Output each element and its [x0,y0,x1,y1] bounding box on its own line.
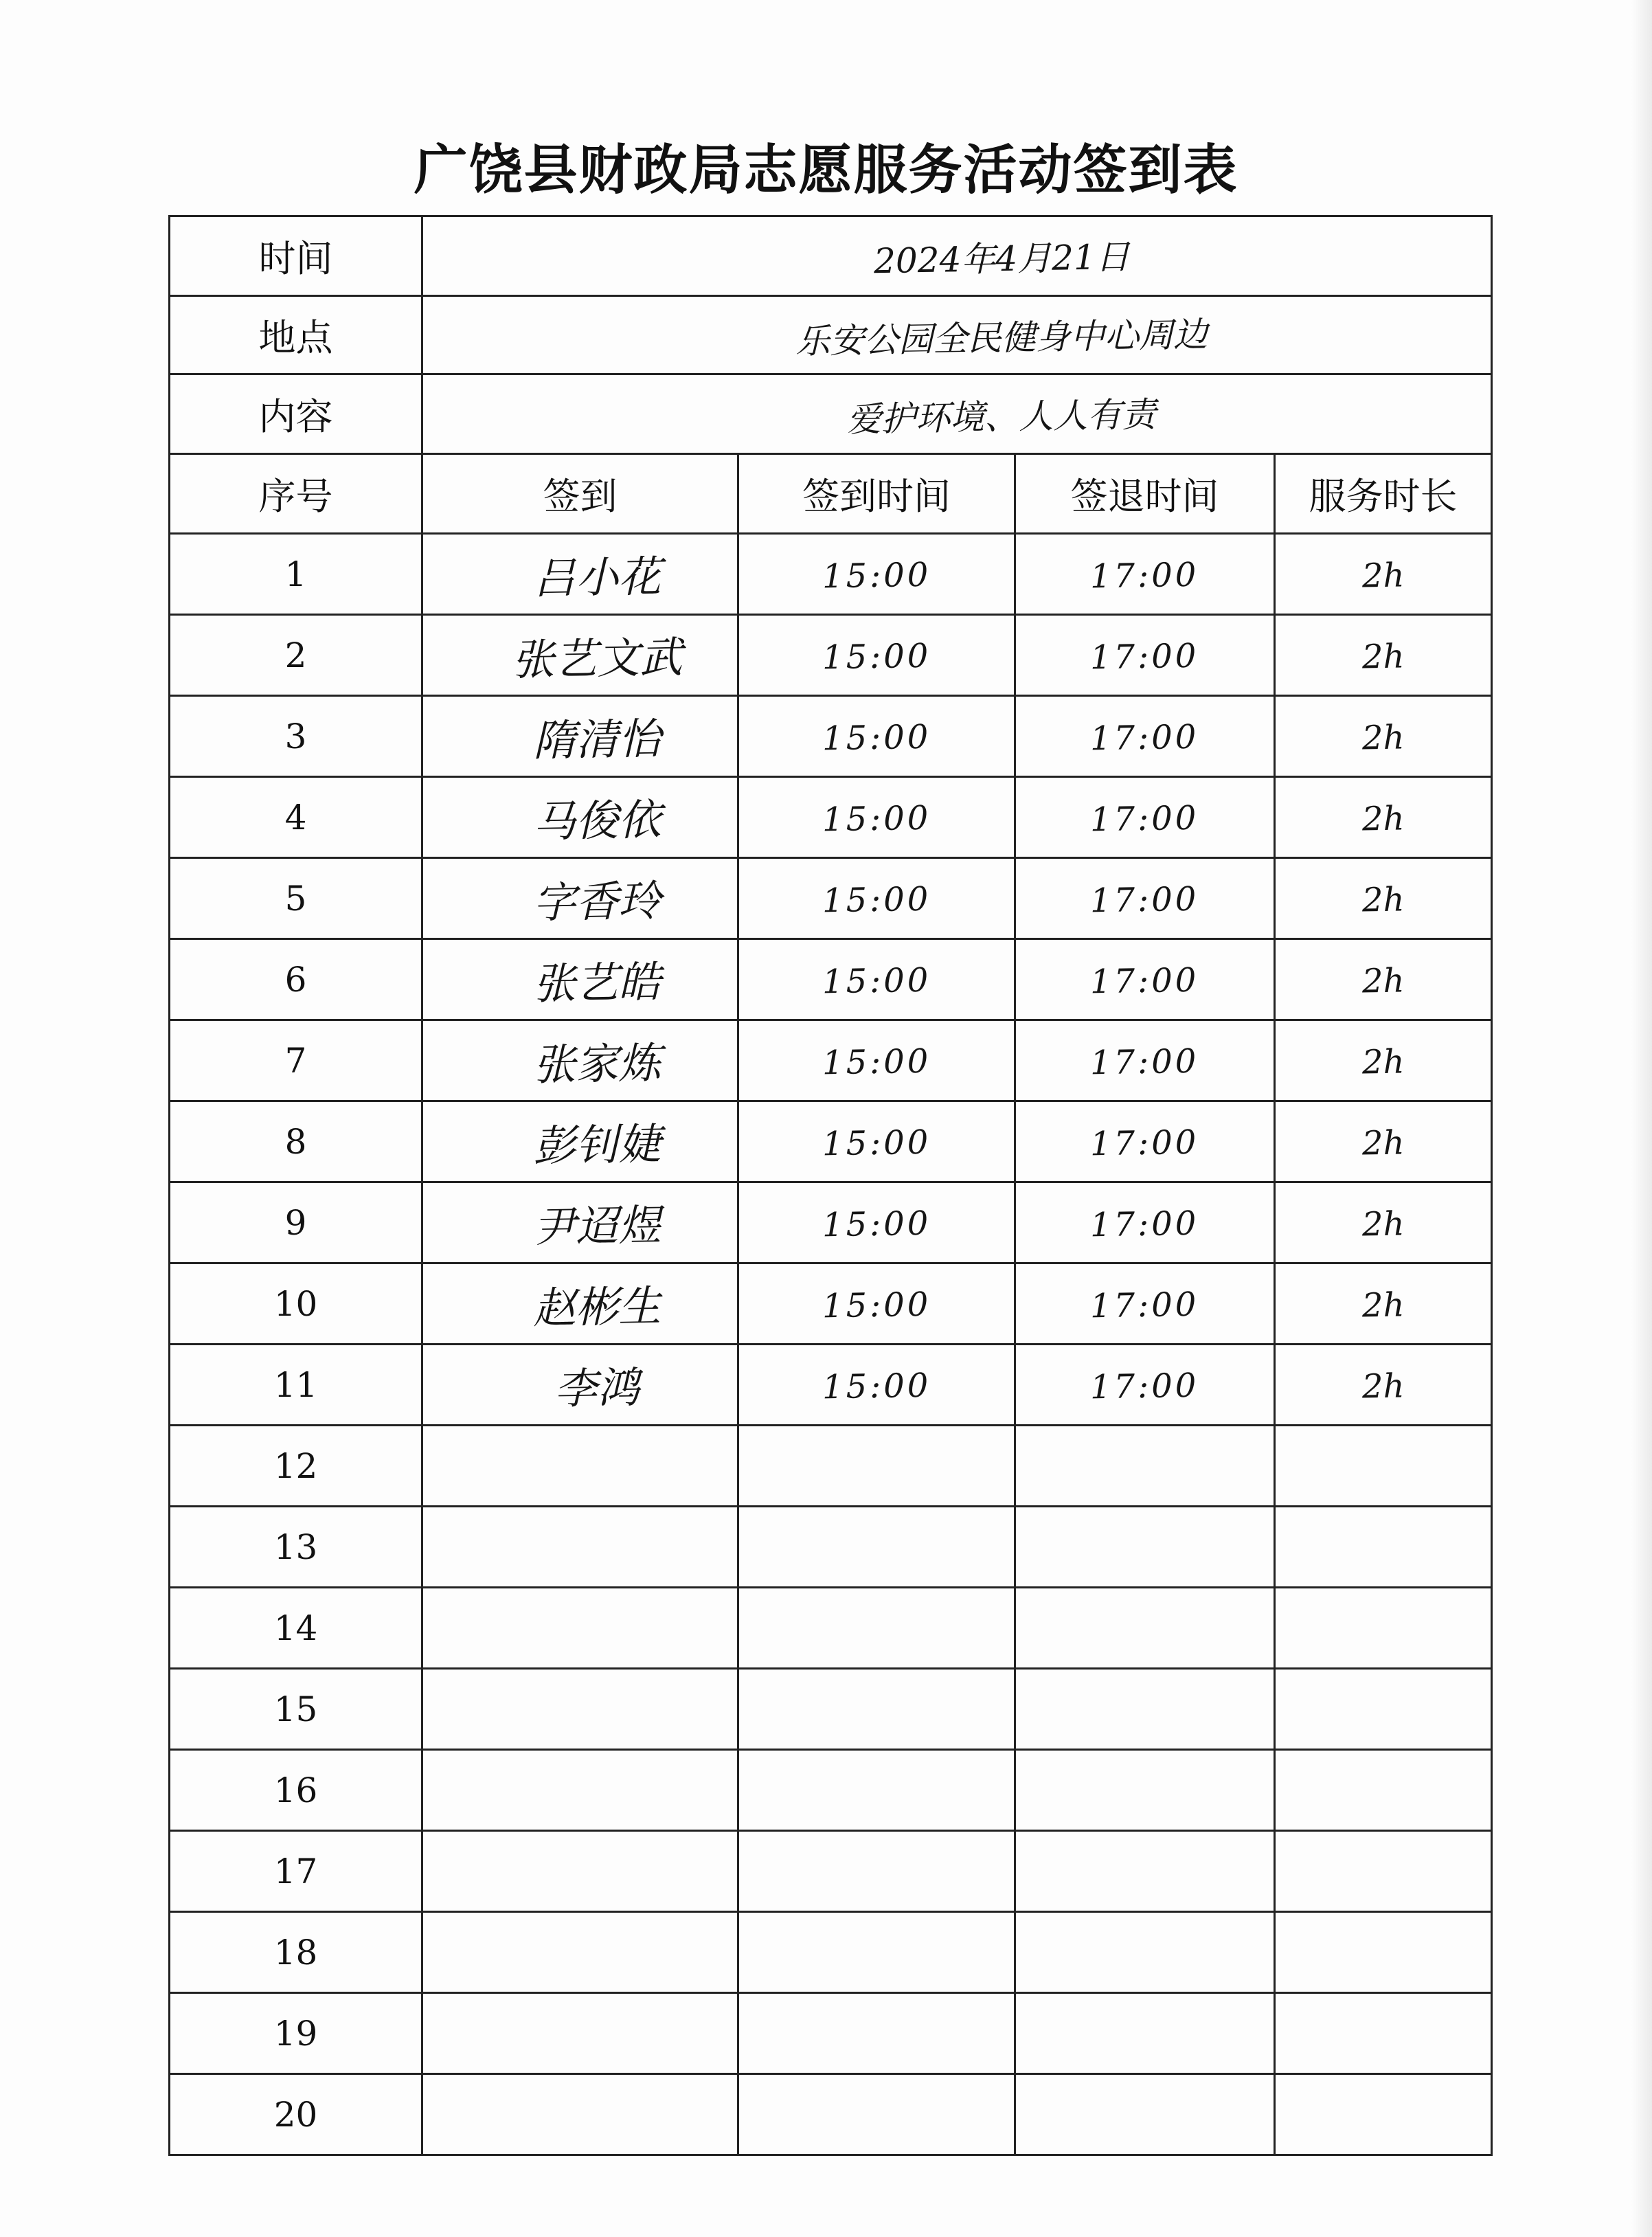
row-number: 7 [170,1020,422,1101]
signature: 张艺皓 [532,956,662,1009]
sign-in-time-cell [738,1426,1015,1507]
signature: 字香玲 [532,875,662,928]
service-duration-cell [1275,1263,1492,1345]
column-header-row [170,454,1492,534]
signature-cell [422,1993,738,2074]
sign-out-time-cell [1015,1263,1275,1345]
sign-out-time-cell [1015,1182,1275,1263]
signature-cell [422,1831,738,1912]
row-number: 6 [170,939,422,1020]
sign-in-time-cell [738,1101,1015,1182]
sign-out-time: 17:00 [1089,717,1200,758]
info-row-content [170,374,1492,454]
row-number: 19 [170,1993,422,2074]
service-duration: 2h [1361,718,1405,758]
time-value: 2024年4月21日 [873,236,1130,281]
row-number: 5 [170,858,422,939]
table-row [170,1750,1492,1831]
table-row [170,615,1492,696]
signature-cell [422,1750,738,1831]
column-header-sign-out-time: 签退时间 [1015,454,1275,534]
page-edge-shadow [1631,0,1652,2237]
sign-in-time-cell [738,858,1015,939]
row-number: 8 [170,1101,422,1182]
table-row [170,858,1492,939]
sign-in-time: 15:00 [822,1366,931,1407]
sign-out-time-cell [1015,1507,1275,1588]
row-number: 15 [170,1669,422,1750]
signature-cell [422,696,738,777]
signature: 马俊依 [532,794,662,847]
sign-in-time-cell [738,1263,1015,1345]
service-duration-cell [1275,1750,1492,1831]
signature-cell [422,939,738,1020]
service-duration-cell [1275,1345,1492,1426]
document-title: 广饶县财政局志愿服务活动签到表 [414,139,1238,201]
signature: 尹迢煜 [532,1200,662,1252]
signature-cell [422,1263,738,1345]
service-duration-cell [1275,1020,1492,1101]
sign-in-time-cell [738,1993,1015,2074]
table-row [170,1182,1492,1263]
signature-cell [422,2074,738,2155]
signature-cell [422,1426,738,1507]
service-duration: 2h [1361,1204,1405,1244]
sign-in-time: 15:00 [822,1285,931,1326]
service-duration: 2h [1361,799,1405,839]
sign-out-time-cell [1015,696,1275,777]
sign-in-time: 15:00 [822,798,931,840]
sign-in-time-cell [738,1912,1015,1993]
time-label: 时间 [170,216,422,296]
sign-in-time-cell [738,777,1015,858]
sign-in-time-cell [738,1831,1015,1912]
info-row-time [170,216,1492,296]
sign-out-time-cell [1015,1993,1275,2074]
location-label: 地点 [170,296,422,374]
signature-cell [422,615,738,696]
table-row [170,1263,1492,1345]
signature: 张艺文武 [511,631,683,686]
sign-out-time-cell [1015,1588,1275,1669]
sign-in-time-cell [738,696,1015,777]
sign-out-time-cell [1015,534,1275,615]
signature-cell [422,1588,738,1669]
sign-in-time-cell [738,2074,1015,2155]
content-value: 爱护环境、人人有责 [846,394,1157,440]
sign-out-time-cell [1015,1831,1275,1912]
sign-out-time-cell [1015,1912,1275,1993]
table-row [170,696,1492,777]
signature: 彭钊婕 [532,1118,662,1171]
sign-in-time-cell [738,1750,1015,1831]
sign-out-time: 17:00 [1089,960,1200,1002]
sign-in-time: 15:00 [822,555,931,596]
sign-out-time: 17:00 [1089,1285,1200,1326]
row-number: 1 [170,534,422,615]
sign-out-time: 17:00 [1089,1123,1200,1164]
time-value-cell [422,216,1492,296]
service-duration-cell [1275,1182,1492,1263]
signature: 张家炼 [532,1037,662,1090]
location-value: 乐安公园全民健身中心周边 [795,314,1208,361]
signature-cell [422,1345,738,1426]
sign-out-time: 17:00 [1089,636,1200,677]
sign-in-time-cell [738,615,1015,696]
signature-cell [422,1912,738,1993]
service-duration: 2h [1361,1123,1405,1163]
sign-out-time-cell [1015,1750,1275,1831]
table-row [170,1912,1492,1993]
sign-in-table [168,215,1493,2156]
service-duration-cell [1275,2074,1492,2155]
column-header-signature: 签到 [422,454,738,534]
service-duration-cell [1275,1588,1492,1669]
column-header-duration: 服务时长 [1275,454,1492,534]
sign-out-time: 17:00 [1089,879,1200,921]
service-duration-cell [1275,615,1492,696]
signature-cell [422,858,738,939]
table-row [170,534,1492,615]
row-number: 3 [170,696,422,777]
sign-out-time-cell [1015,615,1275,696]
table-row [170,1345,1492,1426]
row-number: 20 [170,2074,422,2155]
sign-in-time-cell [738,1345,1015,1426]
service-duration-cell [1275,939,1492,1020]
service-duration-cell [1275,858,1492,939]
sign-out-time-cell [1015,777,1275,858]
signature-cell [422,1507,738,1588]
content-label: 内容 [170,374,422,454]
sign-in-time-cell [738,939,1015,1020]
service-duration: 2h [1361,556,1405,596]
row-number: 14 [170,1588,422,1669]
table-row [170,1020,1492,1101]
sign-out-time: 17:00 [1089,1366,1200,1407]
service-duration-cell [1275,1669,1492,1750]
signature-cell [422,1101,738,1182]
column-header-sign-in-time: 签到时间 [738,454,1015,534]
sign-in-time: 15:00 [822,1204,931,1245]
signature-cell [422,534,738,615]
sign-out-time-cell [1015,1101,1275,1182]
sign-in-time-cell [738,1669,1015,1750]
signature-cell [422,1182,738,1263]
signature: 赵彬生 [532,1281,662,1334]
row-number: 16 [170,1750,422,1831]
sign-in-time: 15:00 [822,1042,931,1083]
table-row [170,1507,1492,1588]
content-value-cell [422,374,1492,454]
table-row [170,1101,1492,1182]
service-duration-cell [1275,1426,1492,1507]
service-duration: 2h [1361,880,1405,920]
service-duration-cell [1275,1101,1492,1182]
service-duration-cell [1275,534,1492,615]
service-duration: 2h [1361,1285,1405,1325]
service-duration-cell [1275,1507,1492,1588]
signature-cell [422,1669,738,1750]
sign-out-time: 17:00 [1089,555,1200,596]
sign-in-time-cell [738,1588,1015,1669]
row-number: 12 [170,1426,422,1507]
row-number: 17 [170,1831,422,1912]
row-number: 10 [170,1263,422,1345]
row-number: 18 [170,1912,422,1993]
sign-out-time-cell [1015,1020,1275,1101]
service-duration: 2h [1361,961,1405,1001]
table-row [170,1588,1492,1669]
signature: 李鸿 [554,1362,641,1415]
sign-in-time-cell [738,1507,1015,1588]
table-row [170,777,1492,858]
row-number: 13 [170,1507,422,1588]
signature-cell [422,777,738,858]
signature-cell [422,1020,738,1101]
sign-out-time: 17:00 [1089,798,1200,840]
sign-in-time: 15:00 [822,636,931,677]
sign-in-time: 15:00 [822,879,931,921]
info-row-location [170,296,1492,374]
location-value-cell [422,296,1492,374]
sign-out-time-cell [1015,1345,1275,1426]
sign-out-time-cell [1015,939,1275,1020]
table-row [170,1831,1492,1912]
row-number: 9 [170,1182,422,1263]
service-duration: 2h [1361,1367,1405,1406]
sign-out-time-cell [1015,1426,1275,1507]
service-duration: 2h [1361,637,1405,677]
service-duration-cell [1275,1912,1492,1993]
table-row [170,1426,1492,1507]
sign-out-time: 17:00 [1089,1204,1200,1245]
signature: 隋清怡 [532,713,662,766]
column-header-no: 序号 [170,454,422,534]
sign-in-time-cell [738,1182,1015,1263]
service-duration: 2h [1361,1042,1405,1082]
service-duration-cell [1275,696,1492,777]
service-duration-cell [1275,1831,1492,1912]
row-number: 4 [170,777,422,858]
service-duration-cell [1275,777,1492,858]
table-row [170,2074,1492,2155]
table-row [170,1993,1492,2074]
sign-in-time: 15:00 [822,960,931,1002]
signature: 吕小花 [532,551,662,604]
sign-out-time-cell [1015,2074,1275,2155]
row-number: 11 [170,1345,422,1426]
sign-out-time-cell [1015,1669,1275,1750]
sign-in-time-cell [738,534,1015,615]
service-duration-cell [1275,1993,1492,2074]
sign-in-time-cell [738,1020,1015,1101]
row-number: 2 [170,615,422,696]
sign-out-time: 17:00 [1089,1042,1200,1083]
sign-in-time: 15:00 [822,1123,931,1164]
table-row [170,939,1492,1020]
sign-out-time-cell [1015,858,1275,939]
sign-in-time: 15:00 [822,717,931,758]
table-row [170,1669,1492,1750]
